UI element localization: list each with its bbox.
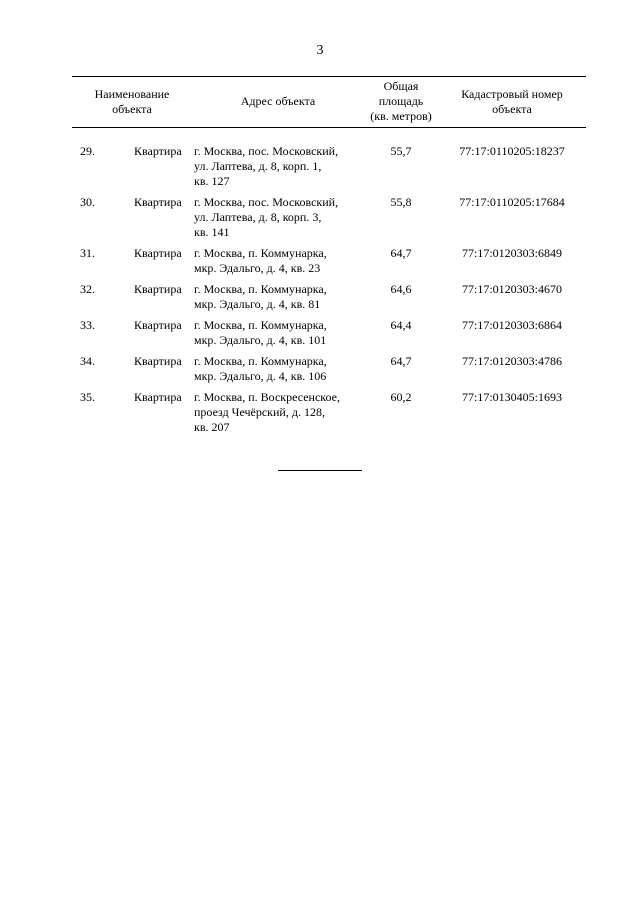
- address-line: мкр. Эдальго, д. 4, кв. 81: [194, 297, 321, 311]
- row-object-name: Квартира: [134, 390, 182, 404]
- header-cadastral: [438, 77, 586, 128]
- address-line: мкр. Эдальго, д. 4, кв. 106: [194, 369, 327, 383]
- table-row: [72, 318, 586, 354]
- row-number: 34.: [80, 354, 95, 368]
- table-header: [72, 77, 586, 128]
- header-cadastral-line2: объекта: [492, 101, 532, 116]
- address-line: проезд Чечёрский, д. 128,: [194, 405, 325, 419]
- row-object-name: Квартира: [134, 354, 182, 368]
- row-cadastral-number: 77:17:0110205:18237: [459, 144, 565, 158]
- header-area-line2: площадь: [378, 94, 424, 108]
- table-row: [72, 282, 586, 318]
- row-number: 33.: [80, 318, 95, 332]
- address-line: г. Москва, пос. Московский,: [194, 195, 339, 209]
- address-line: г. Москва, п. Коммунарка,: [194, 282, 327, 296]
- address-line: кв. 141: [194, 225, 230, 239]
- row-object-name: Квартира: [134, 246, 182, 260]
- header-area-line3: (кв. метров): [370, 109, 432, 123]
- row-cadastral-number: 77:17:0120303:6864: [461, 318, 562, 332]
- address-line: кв. 207: [194, 420, 230, 434]
- header-row: [72, 77, 586, 128]
- header-object-name-line2: объекта: [112, 101, 152, 116]
- address-line: г. Москва, п. Коммунарка,: [194, 246, 327, 260]
- row-number: 30.: [80, 195, 95, 209]
- row-area: 55,7: [390, 144, 412, 158]
- row-number: 29.: [80, 144, 95, 158]
- address-line: г. Москва, пос. Московский,: [194, 144, 339, 158]
- row-cadastral-number: 77:17:0120303:6849: [461, 246, 562, 260]
- row-cadastral-number: 77:17:0130405:1693: [461, 390, 562, 404]
- end-of-document-rule: [278, 470, 362, 471]
- address-line: г. Москва, п. Коммунарка,: [194, 354, 327, 368]
- row-object-name: Квартира: [134, 282, 182, 296]
- header-area-line1: Общая: [383, 79, 419, 93]
- row-object-name: Квартира: [134, 195, 182, 209]
- row-object-name: Квартира: [134, 144, 182, 158]
- table-row: [72, 246, 586, 282]
- row-address: [192, 318, 364, 354]
- table-body: [72, 128, 586, 442]
- header-area: [364, 77, 438, 128]
- row-address: [192, 195, 364, 246]
- header-object-name: [72, 77, 192, 128]
- row-number: 31.: [80, 246, 95, 260]
- row-area: 55,8: [390, 195, 412, 209]
- row-address: [192, 128, 364, 196]
- row-number: 32.: [80, 282, 95, 296]
- header-address: [192, 77, 364, 128]
- table-row: [72, 354, 586, 390]
- header-cadastral-line1: Кадастровый номер: [461, 86, 563, 101]
- row-address: [192, 246, 364, 282]
- header-address-label: Адрес объекта: [240, 94, 316, 108]
- address-line: ул. Лаптева, д. 8, корп. 3,: [194, 210, 322, 224]
- address-line: кв. 127: [194, 174, 230, 188]
- row-area: 60,2: [390, 390, 412, 404]
- header-object-name-line1: Наименование: [94, 86, 170, 101]
- property-table: [72, 76, 586, 441]
- row-object-name: Квартира: [134, 318, 182, 332]
- table-row: [72, 128, 586, 196]
- row-area: 64,7: [390, 246, 412, 260]
- row-cadastral-number: 77:17:0120303:4786: [461, 354, 562, 368]
- table-row: [72, 390, 586, 441]
- address-line: г. Москва, п. Воскресенское,: [194, 390, 340, 404]
- row-number: 35.: [80, 390, 95, 404]
- table-row: [72, 195, 586, 246]
- row-cadastral-number: 77:17:0110205:17684: [459, 195, 565, 209]
- property-table-container: [72, 76, 570, 441]
- row-address: [192, 354, 364, 390]
- page-number: 3: [316, 43, 324, 58]
- row-area: 64,4: [390, 318, 412, 332]
- address-line: мкр. Эдальго, д. 4, кв. 101: [194, 333, 327, 347]
- address-line: г. Москва, п. Коммунарка,: [194, 318, 327, 332]
- row-area: 64,7: [390, 354, 412, 368]
- row-area: 64,6: [390, 282, 412, 296]
- address-line: мкр. Эдальго, д. 4, кв. 23: [194, 261, 321, 275]
- row-address: [192, 390, 364, 441]
- row-cadastral-number: 77:17:0120303:4670: [461, 282, 562, 296]
- row-address: [192, 282, 364, 318]
- address-line: ул. Лаптева, д. 8, корп. 1,: [194, 159, 322, 173]
